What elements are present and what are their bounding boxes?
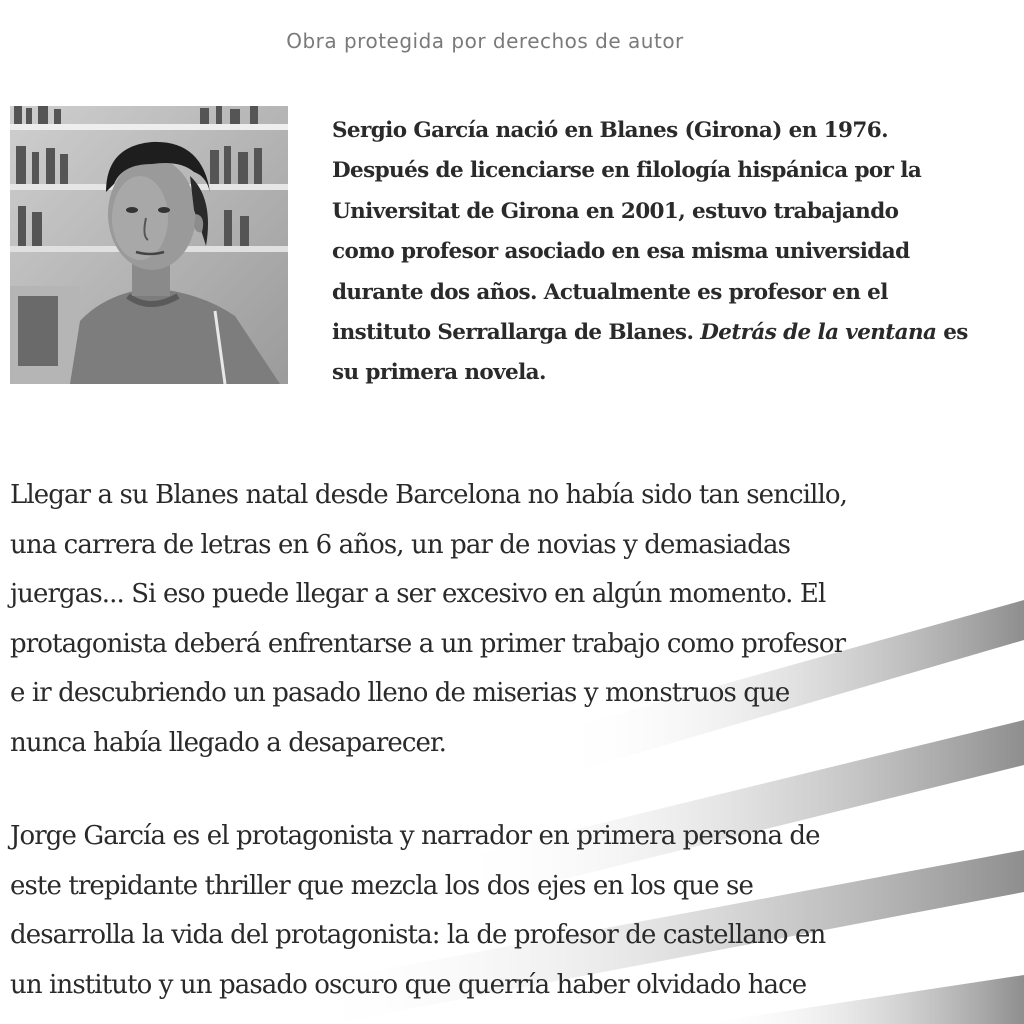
paragraph-line: desarrolla la vida del protagonista: la de profesor de castellano en xyxy=(10,920,826,951)
bio-text: instituto Serrallarga de Blanes. xyxy=(332,320,701,346)
author-portrait-photo-icon xyxy=(10,106,288,384)
synopsis-paragraph-2 xyxy=(10,812,1000,1010)
bio-line: su primera novela. xyxy=(332,360,546,386)
paragraph-line: una carrera de letras en 6 años, un par de novias y demasiadas xyxy=(10,529,791,560)
paragraph-line: e ir descubriendo un pasado lleno de miserias y monstruos que xyxy=(10,678,790,709)
bio-line: Después de licenciarse en filología hispánica por la xyxy=(332,158,922,184)
book-title: Detrás de la ventana xyxy=(700,320,937,346)
paragraph-line: este trepidante thriller que mezcla los dos ejes en los que se xyxy=(10,870,753,901)
copyright-watermark: Obra protegida por derechos de autor xyxy=(286,29,684,53)
bio-line: Sergio García nació en Blanes (Girona) en 1976. xyxy=(332,118,888,143)
author-bio xyxy=(332,111,972,394)
paragraph-line: un instituto y un pasado oscuro que querría haber olvidado hace xyxy=(10,969,807,1000)
bio-line: como profesor asociado en esa misma universidad xyxy=(332,239,910,265)
paragraph-line: nunca había llegado a desaparecer. xyxy=(10,727,447,758)
paragraph-line: Llegar a su Blanes natal desde Barcelona no había sido tan sencillo, xyxy=(10,480,848,510)
synopsis-paragraph-1 xyxy=(10,471,1000,769)
paragraph-line: Jorge García es el protagonista y narrador en primera persona de xyxy=(10,821,820,851)
bio-line xyxy=(332,313,972,353)
paragraph-line: juergas... Si eso puede llegar a ser excesivo en algún momento. El xyxy=(10,579,826,610)
bio-line: durante dos años. Actualmente es profesor en el xyxy=(332,279,888,305)
bio-text: es xyxy=(936,320,968,346)
author-photo xyxy=(10,106,288,384)
paragraph-line: protagonista deberá enfrentarse a un primer trabajo como profesor xyxy=(10,628,846,659)
bio-line: Universitat de Girona en 2001, estuvo trabajando xyxy=(332,198,899,224)
